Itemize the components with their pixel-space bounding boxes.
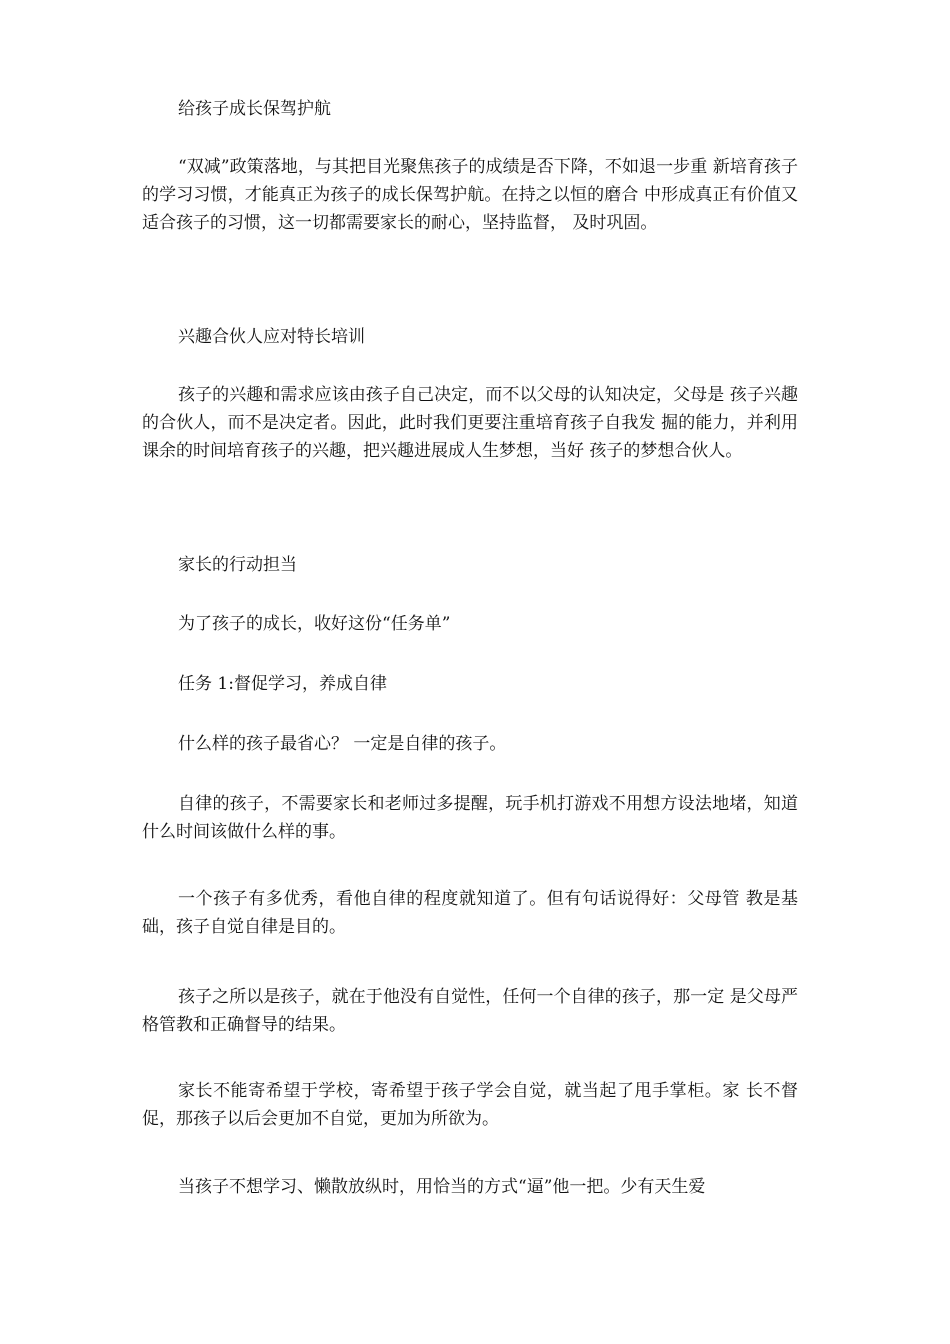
paragraph-push-child: 当孩子不想学习、懒散放纵时，用恰当的方式“逼”他一把。少有天生爱 — [178, 1177, 706, 1197]
paragraph-double-reduction: “双减”政策落地，与其把目光聚焦孩子的成绩是否下降，不如退一步重 新培育孩子的学习习惯，才能真正为孩子的成长保驾护航。在持之以恒的磨合 中形成真正有价值又适合孩子的习惯，这一切都需要家长的耐心，坚持监督， 及时巩固。 — [142, 157, 798, 233]
section-heading-parent-action: 家长的行动担当 — [178, 555, 297, 575]
paragraph-task-list: 为了孩子的成长，收好这份“任务单” — [178, 614, 451, 634]
section-heading-interest-partner: 兴趣合伙人应对特长培训 — [178, 327, 365, 347]
paragraph-no-consciousness: 孩子之所以是孩子，就在于他没有自觉性，任何一个自律的孩子，那一定 是父母严格管教和正确督导的结果。 — [142, 987, 798, 1035]
paragraph-self-discipline: 自律的孩子，不需要家长和老师过多提醒，玩手机打游戏不用想方设法地堵，知道什么时间该做什么样的事。 — [142, 794, 798, 842]
paragraph-question: 什么样的孩子最省心？ 一定是自律的孩子。 — [178, 734, 507, 754]
task-1-heading: 任务 1:督促学习，养成自律 — [178, 674, 387, 694]
paragraph-interest: 孩子的兴趣和需求应该由孩子自己决定，而不以父母的认知决定，父母是 孩子兴趣的合伙人，而不是决定者。因此，此时我们更要注重培育孩子自我发 掘的能力，并利用课余的时间培育孩子的兴趣，把兴趣进展成人生梦想，当好 孩子的梦想合伙人。 — [142, 385, 798, 461]
paragraph-excellence: 一个孩子有多优秀，看他自律的程度就知道了。但有句话说得好：父母管 教是基础，孩子自觉自律是目的。 — [142, 889, 798, 937]
paragraph-parent-supervise: 家长不能寄希望于学校，寄希望于孩子学会自觉，就当起了甩手掌柜。家 长不督促，那孩子以后会更加不自觉，更加为所欲为。 — [142, 1081, 798, 1129]
section-heading-escort-growth: 给孩子成长保驾护航 — [178, 99, 331, 119]
